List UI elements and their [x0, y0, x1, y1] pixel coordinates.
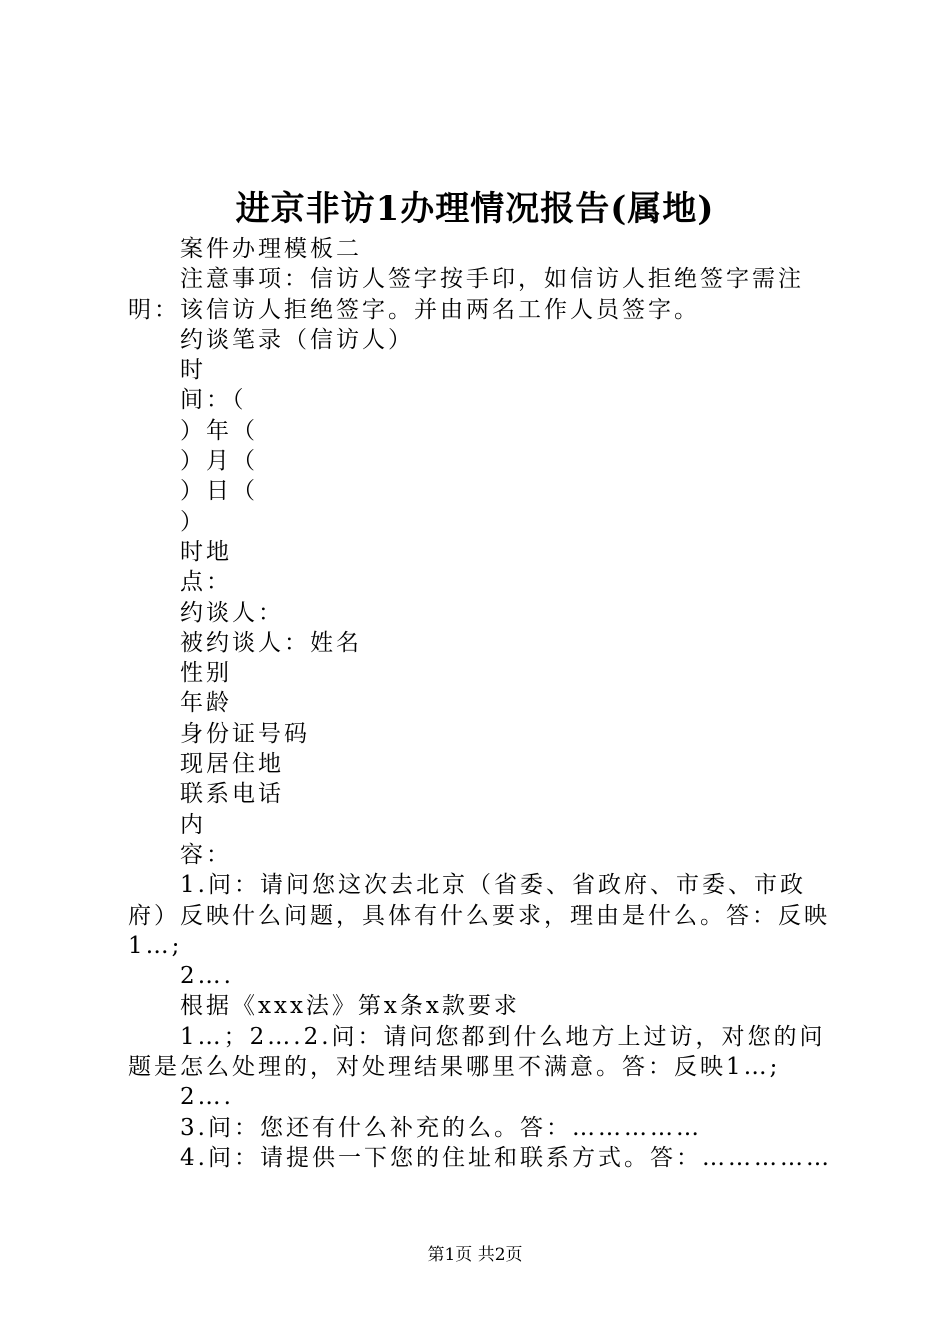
paragraph: 时 [180, 357, 206, 384]
page-number-footer: 第1页 共2页 [427, 1245, 523, 1265]
paragraph: ）月（ [180, 448, 258, 475]
paragraph: ）年（ [180, 417, 258, 444]
paragraph: 根据《xxx法》第x条x款要求 [180, 993, 520, 1020]
paragraph: 2…. [180, 963, 234, 990]
paragraph: 4.问：请提供一下您的住址和联系方式。答：…………… [180, 1144, 832, 1171]
paragraph: 现居住地 [180, 751, 284, 778]
paragraph: 被约谈人：姓名 [180, 629, 362, 656]
paragraph: 时地 [180, 538, 232, 565]
paragraph: 身份证号码 [180, 720, 310, 747]
paragraph: 2…. [180, 1084, 234, 1111]
paragraph: 约谈人： [180, 599, 284, 626]
document-title: 进京非访1办理情况报告(属地) [235, 189, 715, 229]
paragraph: 联系电话 [180, 781, 284, 808]
paragraph: 案件办理模板二 [180, 236, 362, 262]
paragraph: ） [180, 508, 206, 535]
paragraph: 容： [180, 841, 232, 868]
paragraph: 点： [180, 569, 232, 596]
paragraph: ）日（ [180, 478, 258, 505]
paragraph: 内 [180, 811, 206, 838]
paragraph: 约谈笔录（信访人） [180, 326, 414, 353]
paragraph: 1…；2….2.问：请问您都到什么地方上过访，对您的问题是怎么处理的，对处理结果哪里不满意。答：反映1…; [128, 1023, 826, 1081]
paragraph: 3.问：您还有什么补充的么。答：…………… [180, 1114, 702, 1141]
document-body [128, 234, 840, 1173]
paragraph: 年龄 [180, 690, 232, 717]
paragraph: 1.问：请问您这次去北京（省委、省政府、市委、市政府）反映什么问题，具体有什么要求，理由是什么。答：反映1…; [128, 872, 830, 959]
paragraph: 间：（ [180, 387, 247, 414]
paragraph: 性别 [180, 660, 232, 687]
paragraph: 注意事项：信访人签字按手印，如信访人拒绝签字需注明：该信访人拒绝签字。并由两名工作人员签字。 [128, 266, 804, 323]
